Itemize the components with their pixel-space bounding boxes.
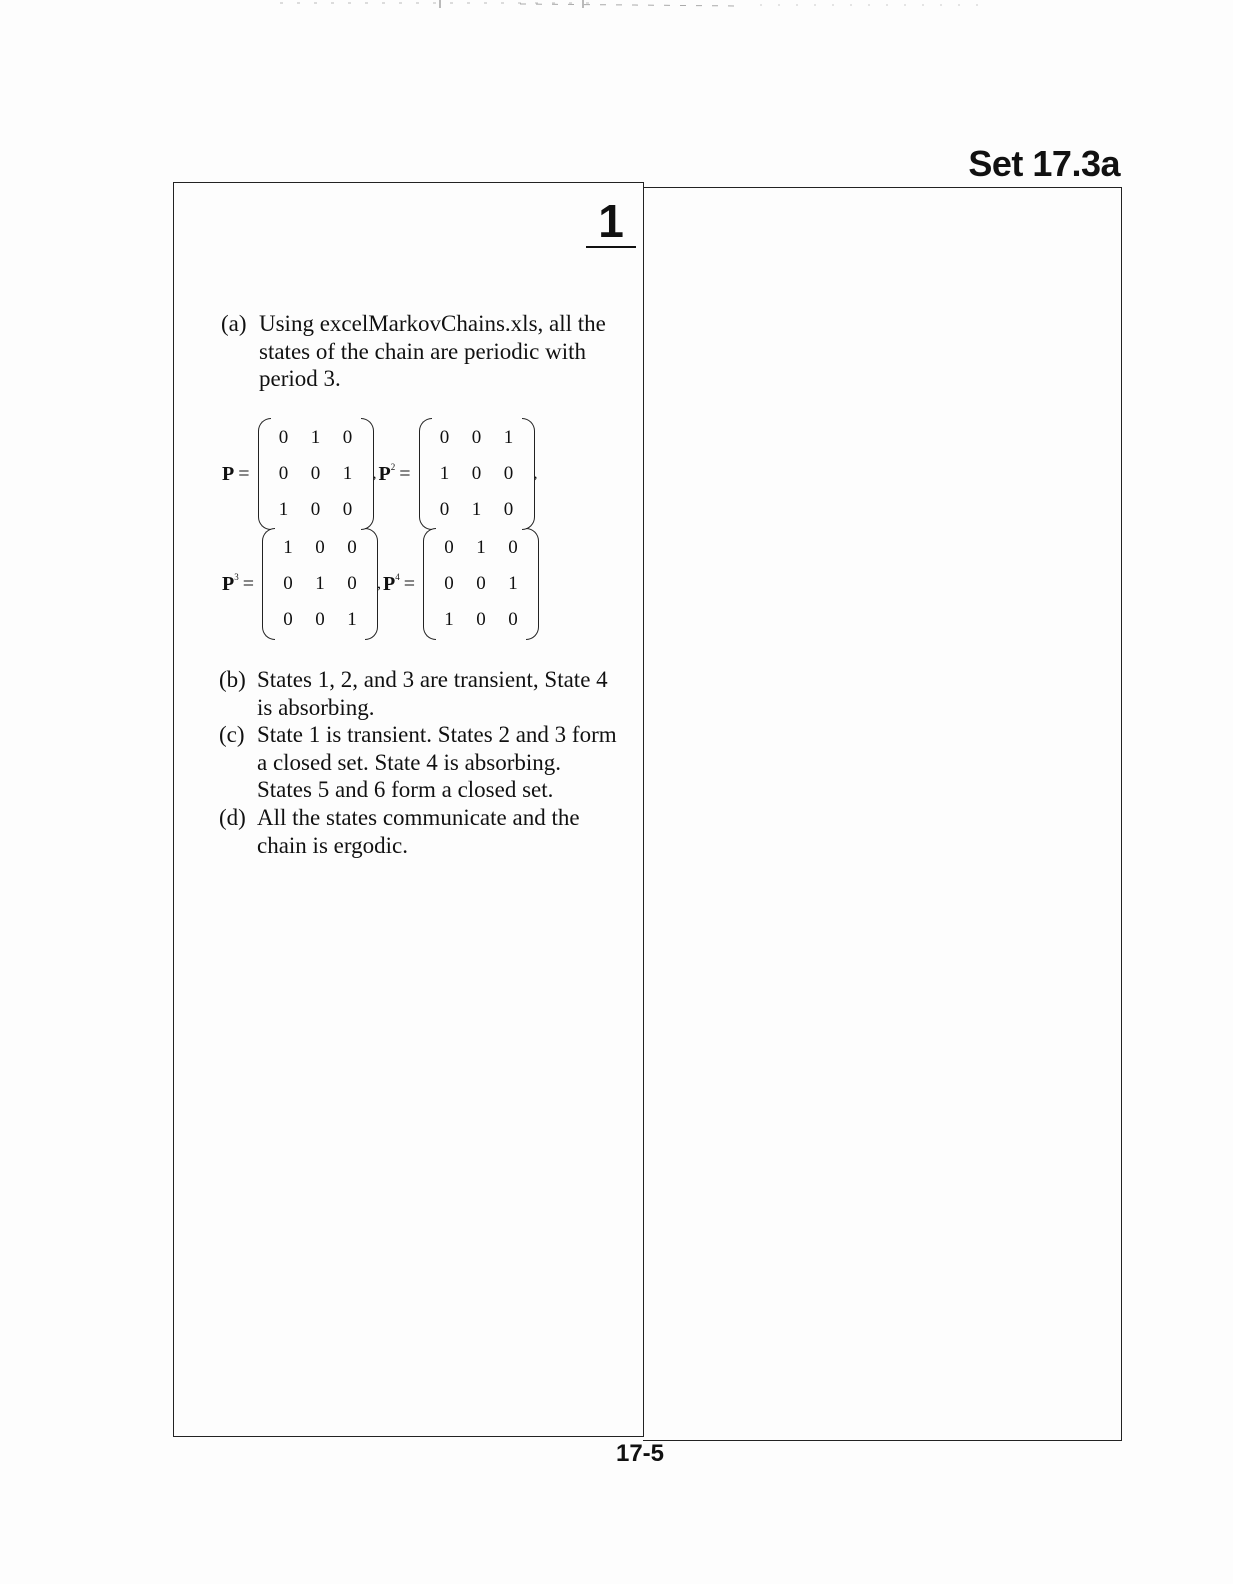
part-b-line-2: is absorbing. xyxy=(257,694,375,720)
matrix-separator: , xyxy=(533,465,538,482)
matrix-row-2 xyxy=(222,530,536,638)
matrix-cell: 0 xyxy=(342,427,353,448)
matrix-cell: 0 xyxy=(342,499,353,520)
matrix-separator: , xyxy=(372,465,377,482)
matrix-cell: 0 xyxy=(315,609,325,630)
part-d-text xyxy=(257,804,580,859)
matrix-cell: 1 xyxy=(503,427,514,448)
part-b-line-1: States 1, 2, and 3 are transient, State 4 xyxy=(257,667,608,692)
matrix-p-label: P = xyxy=(222,462,250,485)
section-title: Set 17.3a xyxy=(968,143,1120,184)
part-c-line-3: States 5 and 6 form a closed set. xyxy=(257,777,554,802)
matrix-cell: 1 xyxy=(476,537,486,558)
part-b-label: (b) xyxy=(219,667,246,692)
matrix-cell: 0 xyxy=(283,609,293,630)
problem-number: 1 xyxy=(586,196,636,248)
matrix-cell: 0 xyxy=(444,537,454,558)
matrix-cell: 1 xyxy=(278,499,289,520)
part-a-line-3: period 3. xyxy=(259,366,341,391)
matrix-cell: 1 xyxy=(347,609,357,630)
matrix-p2-label: $P^2$ = xyxy=(378,462,411,485)
matrix-cell: 0 xyxy=(347,573,357,594)
page-number: 17-5 xyxy=(615,1440,665,1467)
matrix-cell: 0 xyxy=(278,463,289,484)
matrix-cell: 0 xyxy=(508,537,518,558)
part-c-line-1: State 1 is transient. States 2 and 3 form xyxy=(257,722,617,747)
matrix-p4-label: $P^4$ = xyxy=(383,572,415,595)
matrix-p3-label: $P^3$ = xyxy=(222,572,254,595)
matrix-separator: , xyxy=(377,575,381,592)
matrix-cell: 0 xyxy=(310,463,321,484)
matrix-cell: 1 xyxy=(471,499,482,520)
matrix-cell: 1 xyxy=(342,463,353,484)
matrix-cell: 0 xyxy=(283,573,293,594)
matrix-cell: 0 xyxy=(310,499,321,520)
matrix-cell: 0 xyxy=(444,573,454,594)
part-b-text xyxy=(257,666,608,721)
matrix-p3 xyxy=(268,530,372,638)
matrix-cell: 0 xyxy=(315,537,325,558)
matrix-cell: 0 xyxy=(471,463,482,484)
matrix-cell: 0 xyxy=(347,537,357,558)
part-c-text xyxy=(257,721,617,804)
matrix-cell: 0 xyxy=(439,427,450,448)
part-c-line-2: a closed set. State 4 is absorbing. xyxy=(257,749,562,775)
matrix-cell: 0 xyxy=(439,499,450,520)
matrix-cell: 0 xyxy=(476,573,486,594)
part-a-line-1: Using excelMarkovChains.xls, all the xyxy=(259,311,606,336)
matrix-row-1 xyxy=(222,420,540,528)
matrix-p xyxy=(264,420,368,528)
part-a-text xyxy=(259,310,606,393)
matrix-cell: 0 xyxy=(471,427,482,448)
matrix-cell: 1 xyxy=(315,573,325,594)
part-a-label: (a) xyxy=(221,311,247,336)
part-d-label: (d) xyxy=(219,805,246,830)
matrix-cell: 0 xyxy=(503,499,514,520)
matrix-cell: 1 xyxy=(439,463,450,484)
part-d-line-2: chain is ergodic. xyxy=(257,832,408,858)
part-d-line-1: All the states communicate and the xyxy=(257,805,580,830)
matrix-p4 xyxy=(429,530,533,638)
scan-artifact-marks xyxy=(0,0,1233,10)
matrix-cell: 0 xyxy=(278,427,289,448)
part-a-line-2: states of the chain are periodic with xyxy=(259,338,586,364)
matrix-cell: 1 xyxy=(310,427,321,448)
matrix-cell: 1 xyxy=(283,537,293,558)
matrix-cell: 0 xyxy=(476,609,486,630)
matrix-cell: 0 xyxy=(508,609,518,630)
matrix-cell: 1 xyxy=(444,609,454,630)
right-answer-panel xyxy=(643,187,1122,1441)
part-c-label: (c) xyxy=(219,722,245,747)
matrix-p2 xyxy=(425,420,529,528)
matrix-cell: 1 xyxy=(508,573,518,594)
matrix-cell: 0 xyxy=(503,463,514,484)
